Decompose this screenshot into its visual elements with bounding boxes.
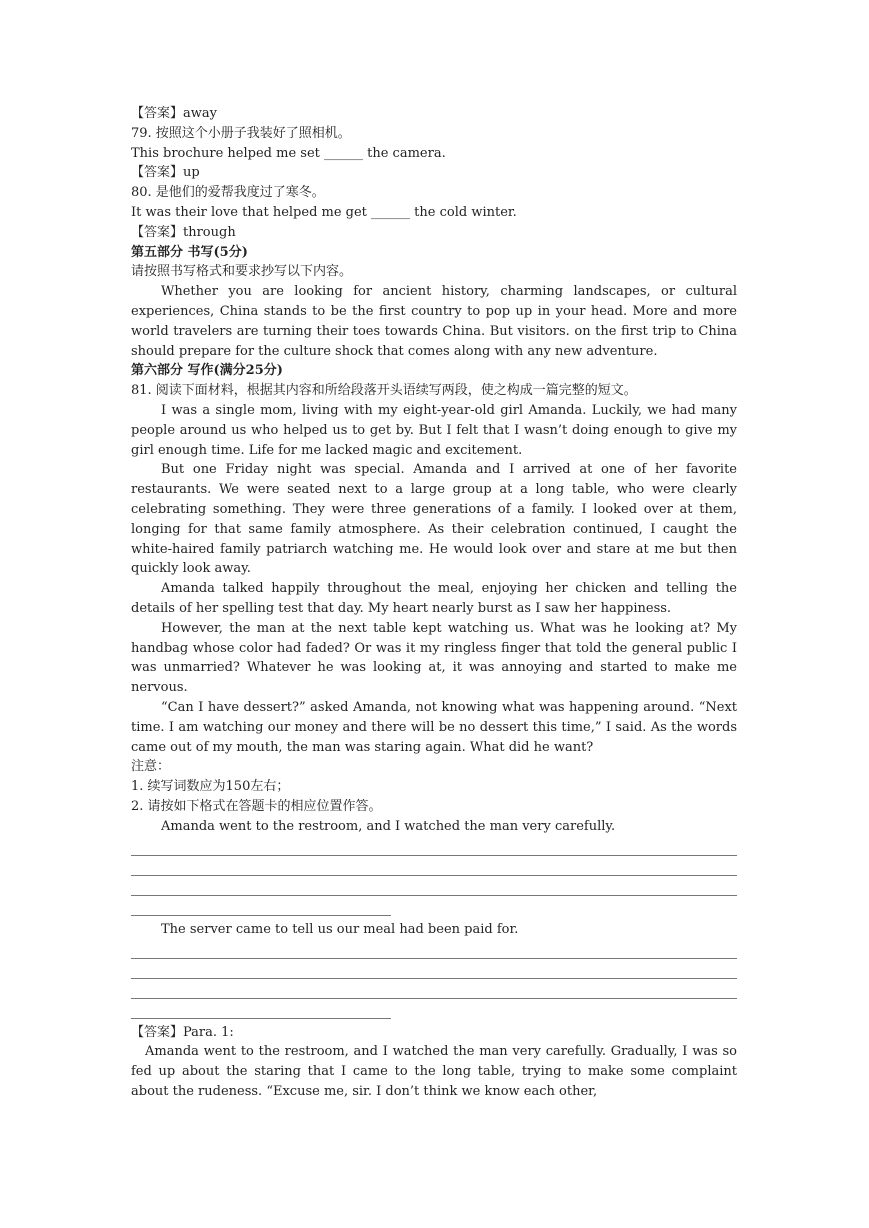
writing-line [131, 836, 737, 856]
continuation-para1-opening: Amanda went to the restroom, and I watched the man very carefully. [161, 818, 616, 834]
answer-80: 【答案】through [131, 224, 236, 240]
question-80-english: It was their love that helped me get ______ the cold winter. [131, 204, 517, 220]
answer-78: 【答案】away [131, 106, 217, 121]
story-paragraph-5: “Can I have dessert?” asked Amanda, not knowing what was happening around. “Next time. I am watching our money and there will be no dessert this time,” I said. As the words came out of my mouth, the man was staring again. What did he want? [131, 699, 737, 755]
question-79-chinese: 79. 按照这个小册子我装好了照相机。 [131, 125, 351, 141]
answer-label: 【答案】Para. 1: [131, 1024, 234, 1040]
writing-line [131, 959, 737, 979]
part6-heading: 第六部分 写作(满分25分) [131, 363, 283, 379]
story-paragraph-2: But one Friday night was special. Amanda and I arrived at one of her favorite restaurants. We were seated next to a large group at a long table, who were clearly celebrating something. They were three generations of a family. I looked over at them, longing for that same family atmosphere. As their celebration continued, I caught the white-haired family patriarch watching me. He would look over and stare at me but then quickly look away. [131, 462, 737, 577]
question-80-chinese: 80. 是他们的爱帮我度过了寒冬。 [131, 185, 325, 201]
story-paragraph-4: However, the man at the next table kept watching us. What was he looking at? My handbag whose color had faded? Or was it my ringless finger that told the general public I was unmarried? Whatever he was looking at, it was annoying and started to make me nervous. [131, 620, 737, 696]
part5-copy-text: Whether you are looking for ancient history, charming landscapes, or cultural experiences, China stands to be the first country to pop up in your head. More and more world travelers are turning their toes towards China. But visitors. on the first trip to China should prepare for the culture shock that comes along with any new adventure. [131, 284, 737, 359]
answer-79: 【答案】up [131, 165, 200, 181]
document-page [131, 104, 737, 1102]
writing-line [131, 939, 737, 959]
part5-heading: 第五部分 书写(5分) [131, 244, 248, 260]
question-81: 81. 阅读下面材料，根据其内容和所给段落开头语续写两段，使之构成一篇完整的短文。 [131, 383, 637, 399]
note-item-2: 2. 请按如下格式在答题卡的相应位置作答。 [131, 798, 382, 814]
writing-line [131, 876, 737, 896]
question-79-english: This brochure helped me set ______ the camera. [131, 145, 446, 161]
writing-line [131, 896, 391, 916]
note-label: 注意： [131, 759, 171, 775]
continuation-para2-opening: The server came to tell us our meal had been paid for. [161, 921, 519, 937]
note-item-1: 1. 续写词数应为150左右； [131, 779, 290, 795]
part5-instructions: 请按照书写格式和要求抄写以下内容。 [131, 264, 353, 280]
writing-line [131, 979, 737, 999]
writing-line [131, 856, 737, 876]
answer-text: Amanda went to the restroom, and I watched the man very carefully. Gradually, I was so fed up about the staring that I came to the long table, trying to make some complaint about the rudeness. “Excuse me, sir. I don’t think we know each other, [131, 1044, 737, 1100]
story-paragraph-1: I was a single mom, living with my eight-year-old girl Amanda. Luckily, we had many people around us who helped us to get by. But I felt that I wasn’t doing enough to give my girl enough time. Life for me lacked magic and excitement. [131, 402, 737, 458]
writing-line [131, 999, 391, 1019]
story-paragraph-3: Amanda talked happily throughout the meal, enjoying her chicken and telling the details of her spelling test that day. My heart nearly burst as I saw her happiness. [131, 581, 737, 616]
